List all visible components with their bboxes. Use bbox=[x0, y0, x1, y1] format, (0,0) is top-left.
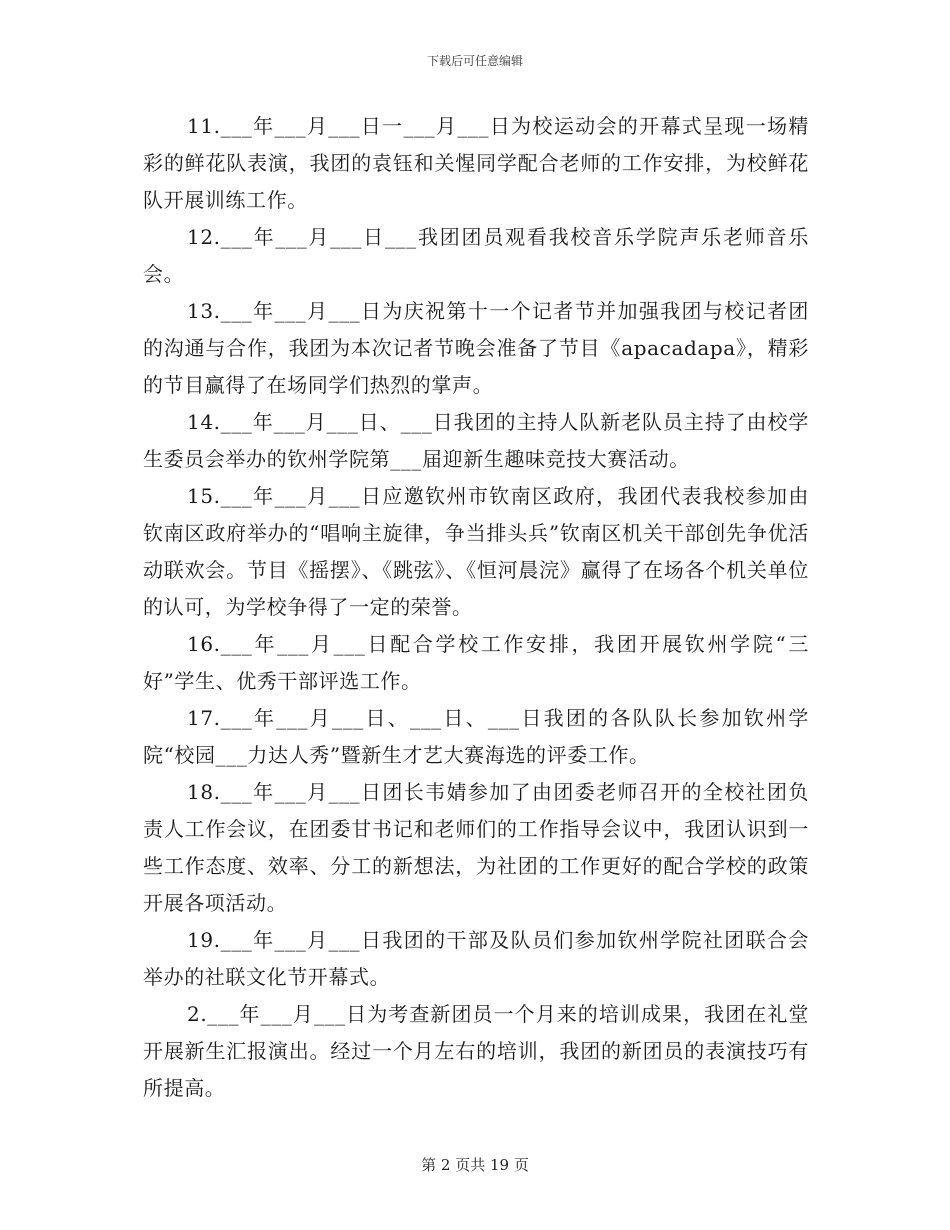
paragraph-2: 2.___年___月___日为考查新团员一个月来的培训成果，我团在礼堂开展新生汇报演出。经过一个月左右的培训，我团的新团员的表演技巧有所提高。 bbox=[143, 1002, 809, 1100]
page-header: 下载后可任意编辑 bbox=[426, 54, 523, 68]
paragraph-19: 19.___年___月___日我团的干部及队员们参加钦州学院社团联合会举办的社联文化节开幕式。 bbox=[143, 928, 809, 989]
page-number-footer: 第 2 页共 19 页 bbox=[421, 1156, 529, 1174]
document-body bbox=[143, 108, 809, 1107]
paragraph-16: 16.___年___月___日配合学校工作安排，我团开展钦州学院“三好”学生、优秀干部评选工作。 bbox=[143, 632, 809, 693]
paragraph-14: 14.___年___月___日、___日我团的主持人队新老队员主持了由校学生委员会举办的钦州学院第___届迎新生趣味竞技大赛活动。 bbox=[143, 410, 809, 471]
paragraph-12: 12.___年___月___日___我团团员观看我校音乐学院声乐老师音乐会。 bbox=[143, 225, 809, 286]
paragraph-15: 15.___年___月___日应邀钦州市钦南区政府，我团代表我校参加由钦南区政府举办的“唱响主旋律，争当排头兵”钦南区机关干部创先争优活动联欢会。节目《摇摆》、《跳弦》、《恒河晨浣》赢得了在场各个机关单位的认可，为学校争得了一定的荣誉。 bbox=[143, 484, 809, 619]
paragraph-17: 17.___年___月___日、___日、___日我团的各队队长参加钦州学院“校园___力达人秀”暨新生才艺大赛海选的评委工作。 bbox=[143, 706, 809, 767]
paragraph-18: 18.___年___月___日团长韦婧参加了由团委老师召开的全校社团负责人工作会议，在团委甘书记和老师们的工作指导会议中，我团认识到一些工作态度、效率、分工的新想法，为社团的工作更好的配合学校的政策开展各项活动。 bbox=[143, 780, 809, 915]
paragraph-11: 11.___年___月___日一___月___日为校运动会的开幕式呈现一场精彩的鲜花队表演，我团的袁钰和关惺同学配合老师的工作安排，为校鲜花队开展训练工作。 bbox=[143, 114, 809, 212]
paragraph-13: 13.___年___月___日为庆祝第十一个记者节并加强我团与校记者团的沟通与合作，我团为本次记者节晚会准备了节目《apacadapa》，精彩的节目赢得了在场同学们热烈的掌声。 bbox=[143, 299, 809, 397]
